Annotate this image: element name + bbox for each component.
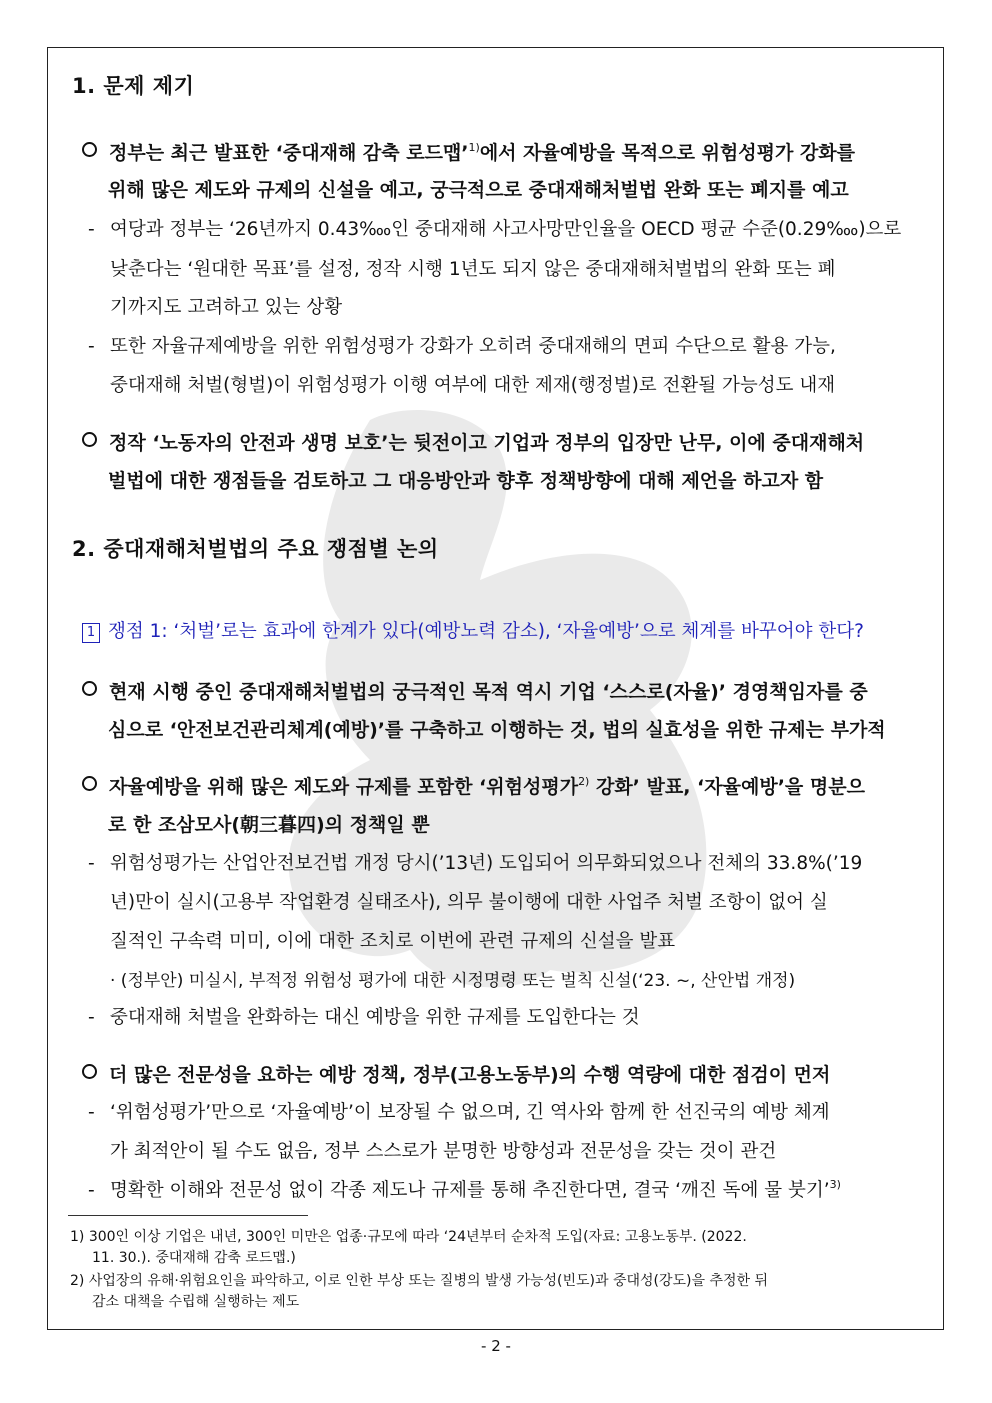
footnote-ref-2[interactable]: 2) (578, 775, 590, 788)
bullet-text: 강화’ 발표, ‘자율예방’을 명분으 (589, 776, 865, 798)
bullet-3-line-1 (82, 677, 868, 704)
footnote-number: 1) (70, 1229, 85, 1245)
circle-bullet-icon (82, 142, 97, 157)
footnote-number: 2) (70, 1273, 85, 1289)
footnote-text: 300인 이상 기업은 내년, 300인 미만은 업종·규모에 따라 ‘24년부터 순차적 도입(자료: 고용노동부. (2022. (88, 1229, 747, 1245)
bullet-text: 에서 자율예방을 목적으로 위험성평가 강화를 (479, 142, 856, 164)
dash-3-line-3: 질적인 구속력 미미, 이에 대한 조치로 이번에 관련 규제의 신설을 발표 (110, 931, 676, 952)
dash-4-line-1: - 중대재해 처벌을 완화하는 대신 예방을 위한 규제를 도입한다는 것 (88, 1007, 640, 1028)
bullet-text: 자율예방을 위해 많은 제도와 규제를 포함한 ‘위험성평가 (109, 776, 579, 798)
dash-3-line-1: - 위험성평가는 산업안전보건법 개정 당시(’13년) 도입되어 의무화되었으나 전체의 33.8%(’19 (88, 853, 863, 874)
dash-5-line-1: - ‘위험성평가’만으로 ‘자율예방’이 보장될 수 없으며, 긴 역사와 함께 한 선진국의 예방 체계 (88, 1102, 830, 1123)
dash-1-line-1: - 여당과 정부는 ‘26년까지 0.43‱인 중대재해 사고사망만인율을 OECD 평균 수준(0.29‱)으로 (88, 219, 902, 240)
dash-1-line-2: 낮춘다는 ‘원대한 목표’를 설정, 정작 시행 1년도 되지 않은 중대재해처벌법의 완화 또는 폐 (110, 259, 836, 280)
footnote-divider (68, 1215, 308, 1216)
dash-2-line-1: - 또한 자율규제예방을 위한 위험성평가 강화가 오히려 중대재해의 면피 수단으로 활용 가능, (88, 336, 836, 357)
bullet-2-line-1 (82, 428, 864, 455)
bullet-text: 현재 시행 중인 중대재해처벌법의 궁극적인 목적 역시 기업 ‘스스로(자율)’ 경영책임자를 중 (109, 681, 868, 703)
dash-6-line-1: - 명확한 이해와 전문성 없이 각종 제도나 규제를 통해 추진한다면, 결국 ‘깨진 독에 물 붓기’$^{3)}$ (88, 1178, 841, 1201)
dash-5-line-2: 가 최적안이 될 수도 없음, 정부 스스로가 분명한 방향성과 전문성을 갖는 것이 관건 (110, 1141, 777, 1162)
bullet-5-line-1 (82, 1060, 830, 1087)
bullet-text: 더 많은 전문성을 요하는 예방 정책, 정부(고용노동부)의 수행 역량에 대한 점검이 먼저 (109, 1064, 831, 1086)
dash-text: ‘위험성평가’만으로 ‘자율예방’이 보장될 수 없으며, 긴 역사와 함께 한 선진국의 예방 체계 (110, 1102, 830, 1123)
page-number: - 2 - (481, 1337, 511, 1355)
bullet-4-line-2: 로 한 조삼모사(朝三暮四)의 정책일 뿐 (108, 814, 430, 836)
footnote-2-line-2: 감소 대책을 수립해 실행하는 제도 (92, 1294, 300, 1310)
footnote-2-line-1 (70, 1270, 768, 1290)
bullet-1-line-1 (82, 138, 855, 165)
circle-bullet-icon (82, 681, 97, 696)
dash-3-line-2: 년)만이 실시(고용부 작업환경 실태조사), 의무 불이행에 대한 사업주 처벌 조항이 없어 실 (110, 892, 828, 913)
dash-text: 위험성평가는 산업안전보건법 개정 당시(’13년) 도입되어 의무화되었으나 전체의 33.8%(’19 (110, 853, 863, 874)
bullet-4-line-1 (82, 772, 865, 799)
issue-text: 쟁점 1: ‘처벌’로는 효과에 한계가 있다(예방노력 감소), ‘자율예방’으로 체계를 바꾸어야 한다? (108, 621, 864, 642)
footnote-ref-1[interactable]: 1) (468, 141, 480, 154)
issue-number-box: 1 (82, 623, 100, 643)
footnote-1-line-2: 11. 30.). 중대재해 감축 로드맵.) (92, 1250, 296, 1266)
footnote-1-line-1 (70, 1226, 747, 1246)
section-1-title: 1. 문제 제기 (72, 74, 195, 98)
dash-1-line-3: 기까지도 고려하고 있는 상황 (110, 297, 343, 318)
section-2-title: 2. 중대재해처벌법의 주요 쟁점별 논의 (72, 537, 439, 561)
circle-bullet-icon (82, 776, 97, 791)
bullet-1-line-2: 위해 많은 제도와 규제의 신설을 예고, 궁극적으로 중대재해처벌법 완화 또는 폐지를 예고 (108, 179, 849, 201)
bullet-text: 정작 ‘노동자의 안전과 생명 보호’는 뒷전이고 기업과 정부의 입장만 난무, 이에 중대재해처 (109, 432, 865, 454)
issue-1-heading (82, 617, 864, 643)
bullet-3-line-2: 심으로 ‘안전보건관리체계(예방)’를 구축하고 이행하는 것, 법의 실효성을 위한 규제는 부가적 (108, 719, 886, 741)
sub-item-1: · (정부안) 미실시, 부적정 위험성 평가에 대한 시정명령 또는 벌칙 신설(‘23. ~, 산안법 개정) (110, 971, 796, 991)
dash-text: 또한 자율규제예방을 위한 위험성평가 강화가 오히려 중대재해의 면피 수단으로 활용 가능, (110, 336, 836, 357)
bullet-text: 정부는 최근 발표한 ‘중대재해 감축 로드맵’ (109, 142, 469, 164)
dash-text: 여당과 정부는 ‘26년까지 0.43‱인 중대재해 사고사망만인율을 OECD 평균 수준(0.29‱)으로 (110, 219, 902, 240)
dash-text: 명확한 이해와 전문성 없이 각종 제도나 규제를 통해 추진한다면, 결국 ‘깨진 독에 물 붓기’ (110, 1180, 830, 1201)
footnote-ref-3[interactable]: 3) (829, 1178, 841, 1191)
circle-bullet-icon (82, 1064, 97, 1079)
dash-2-line-2: 중대재해 처벌(형벌)이 위험성평가 이행 여부에 대한 제재(행정벌)로 전환될 가능성도 내재 (110, 375, 836, 396)
circle-bullet-icon (82, 432, 97, 447)
dash-text: 중대재해 처벌을 완화하는 대신 예방을 위한 규제를 도입한다는 것 (110, 1007, 640, 1028)
footnote-text: 사업장의 유해·위험요인을 파악하고, 이로 인한 부상 또는 질병의 발생 가능성(빈도)과 중대성(강도)을 추정한 뒤 (88, 1273, 769, 1289)
bullet-2-line-2: 벌법에 대한 쟁점들을 검토하고 그 대응방안과 향후 정책방향에 대해 제언을 하고자 함 (108, 470, 824, 492)
